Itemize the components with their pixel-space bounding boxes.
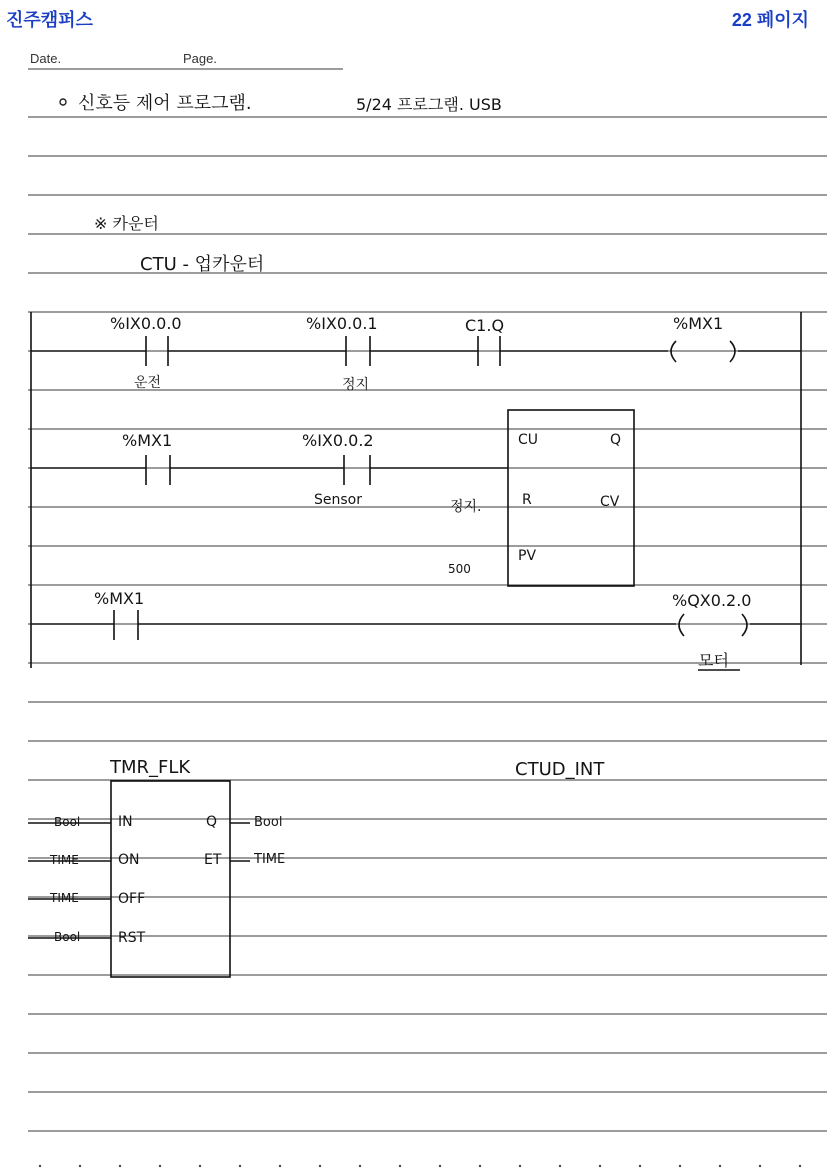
page-number: 22 페이지	[731, 10, 809, 30]
ctu-pin-cv: CV	[600, 494, 620, 510]
contact-ix000-label: %IX0.0.0	[110, 314, 182, 333]
preset-value-note: 500	[448, 562, 471, 576]
contact-ix000-note: 운전	[134, 375, 162, 391]
date-label: Date.	[30, 51, 62, 66]
tmr-in-type: Bool	[54, 815, 81, 829]
page-label: Page.	[183, 51, 217, 66]
ctu-pin-q: Q	[610, 432, 622, 448]
reset-input-note: 정지.	[450, 499, 482, 515]
tmr-pin-et: ET	[204, 852, 222, 868]
tmr-rst-type: Bool	[54, 930, 81, 944]
coil-qx020-label: %QX0.2.0	[672, 591, 752, 610]
contact-mx1-label: %MX1	[122, 431, 173, 450]
program-date-note: 5/24 프로그램. USB	[356, 95, 502, 114]
contact-ix001-note: 정지	[342, 377, 370, 393]
bullet-icon	[60, 99, 66, 105]
tmr-pin-rst: RST	[118, 930, 146, 946]
ctu-pin-r: R	[522, 492, 532, 508]
tmr-function-block	[28, 781, 250, 977]
contact-mx1-rung3-label: %MX1	[94, 589, 145, 608]
sensor-note: Sensor	[314, 492, 362, 508]
ctu-pin-cu: CU	[518, 432, 539, 448]
ctu-pin-pv: PV	[518, 548, 537, 564]
ladder-diagram	[31, 312, 801, 670]
program-title: 신호등 제어 프로그램.	[78, 93, 252, 114]
tmr-q-type: Bool	[254, 815, 283, 830]
counter-heading: ※ 카운터	[94, 214, 159, 233]
tmr-block-title: TMR_FLK	[110, 757, 191, 778]
contact-ix001-label: %IX0.0.1	[306, 314, 378, 333]
coil-mx1-label: %MX1	[673, 314, 724, 333]
tmr-pin-on: ON	[118, 852, 140, 868]
bottom-dots	[39, 1165, 801, 1167]
tmr-on-type: TIME	[50, 853, 79, 867]
motor-note: 모터	[698, 651, 729, 670]
ctu-heading: CTU - 업카운터	[140, 254, 265, 275]
contact-ix002-label: %IX0.0.2	[302, 431, 374, 450]
tmr-off-type: TIME	[50, 891, 79, 905]
tmr-et-type: TIME	[254, 852, 286, 867]
tmr-pin-q: Q	[206, 814, 218, 830]
ctud-block-title: CTUD_INT	[515, 759, 605, 780]
tmr-pin-in: IN	[118, 814, 133, 830]
contact-c1q-label: C1.Q	[465, 316, 505, 335]
campus-title: 진주캠퍼스	[6, 10, 93, 30]
tmr-pin-off: OFF	[118, 891, 146, 907]
